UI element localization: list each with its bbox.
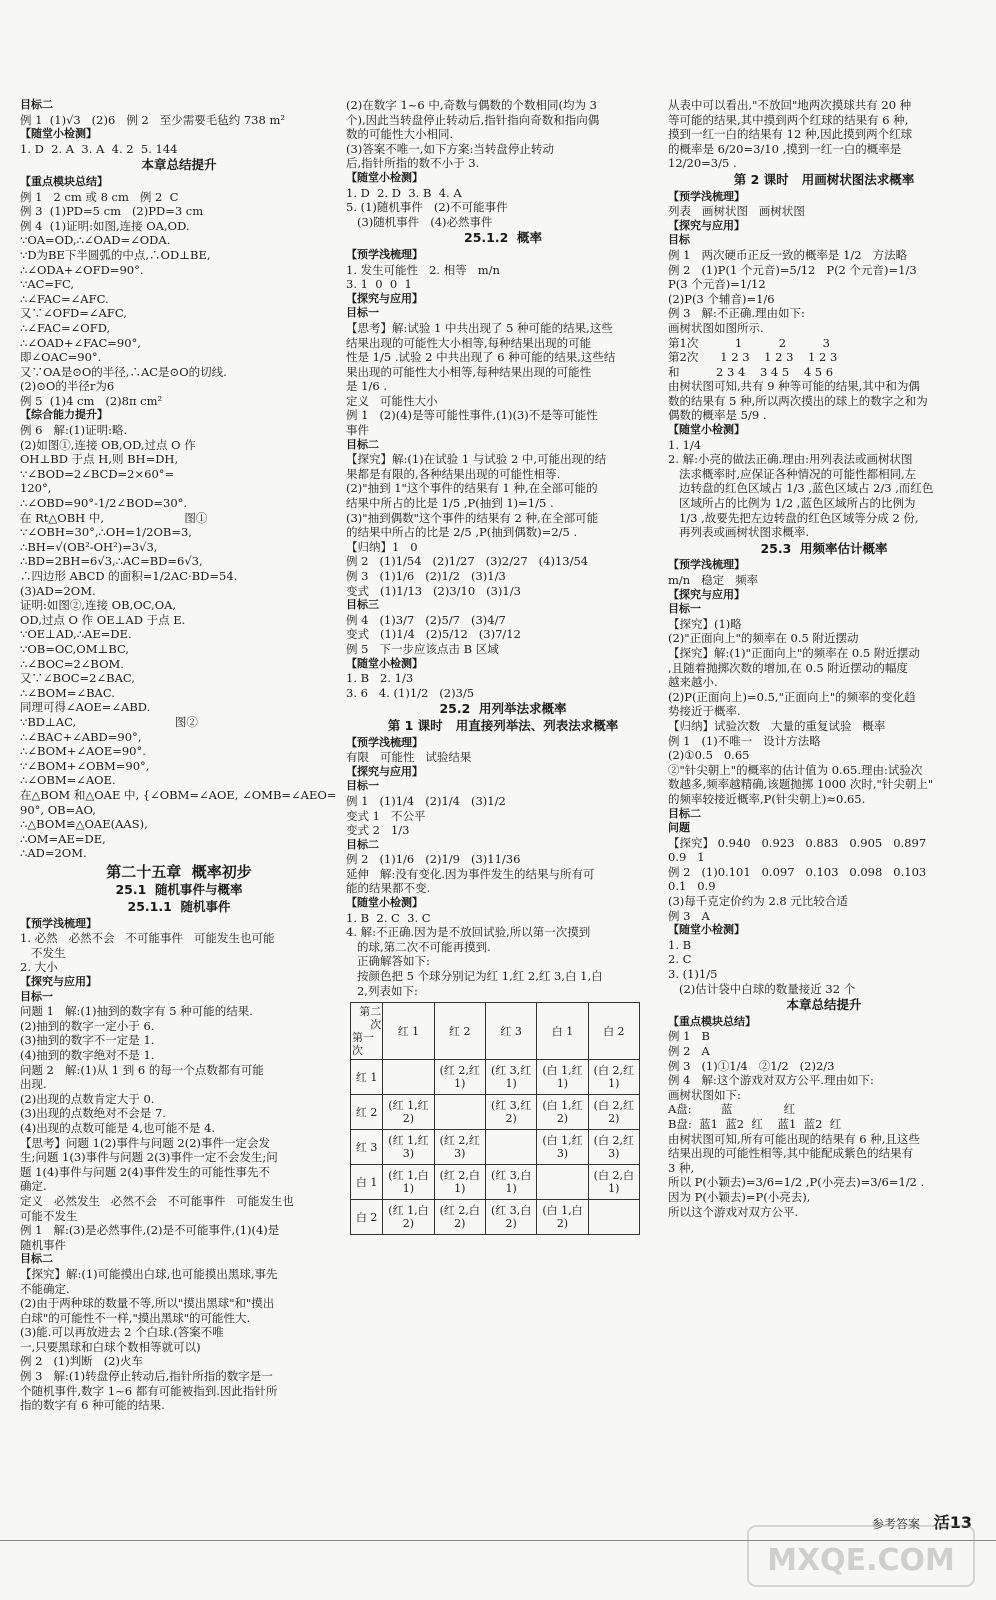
text-line: 3. 6 4. (1)1/2 (2)3/5: [346, 685, 475, 700]
text-line: 确定.: [20, 1179, 47, 1194]
table-row: [351, 1095, 640, 1130]
text-line: 5. (1)随机事件 (2)不可能事件: [346, 200, 508, 215]
text-line: (2)在数字 1~6 中,奇数与偶数的个数相同(均为 3: [346, 98, 597, 112]
table-col-header: 红 2: [434, 1003, 485, 1060]
text-line: 例 3 (1)1/6 (2)1/2 (3)1/3: [346, 569, 506, 583]
text-line: (2)出现的点数肯定大于 0.: [20, 1091, 155, 1106]
text-line: 数的结果有 5 种,所以两次摸出的球上的数字之和为: [668, 393, 928, 408]
text-line: 摸到一红一白的结果有 12 种,因此摸到两个红球: [668, 127, 913, 142]
table-row: [351, 1060, 640, 1095]
text-line: 【探究】解:(1)"正面向上"的频率在 0.5 附近摆动: [668, 645, 920, 660]
corner-bottom: 第一次: [352, 1031, 374, 1058]
text-line: (3)能.可以再放进去 2 个白球.(答案不唯: [20, 1325, 224, 1340]
table-corner: [351, 1003, 383, 1060]
text-line: 定义 可能性大小: [346, 393, 438, 408]
table-row-header: 白 2: [351, 1200, 383, 1235]
corner-top: 第二次: [359, 1005, 382, 1032]
text-line: 1. 1/4: [668, 437, 702, 452]
text-line: 变式 (1)1/4 (2)5/12 (3)7/12: [346, 627, 521, 642]
text-line: 偶数的概率是 5/9 .: [668, 408, 767, 423]
watermark-logo: [746, 1522, 976, 1590]
text-line: 4. 解:不正确.因为是不放回试验,所以第一次摸到: [346, 925, 591, 940]
text-line: 【探究】解:(1)在试验 1 与试验 2 中,可能出现的结: [346, 452, 607, 467]
text-line: 0.9 1: [668, 850, 705, 865]
text-line: 问题 1 解:(1)抽到的数字有 5 种可能的结果.: [20, 1004, 253, 1019]
text-line: 例 5 下一步应该点击 B 区域: [346, 641, 499, 656]
text-line: OH⊥BD 于点 H,则 BH=DH,: [20, 452, 179, 467]
text-line: 不发生: [20, 945, 66, 960]
text-line: 1. 发生可能性 2. 相等 m/n: [346, 262, 500, 277]
text-line: 题 1(4)事件与问题 2(4)事件发生的可能性事先不: [20, 1164, 271, 1179]
text-line: 【思考】问题 1(2)事件与问题 2(2)事件一定会发: [20, 1135, 271, 1150]
text-line: 个),因此当转盘停止转动后,指针指向奇数和指向偶: [346, 112, 600, 127]
table-cell: (红 1,红 3): [383, 1130, 434, 1165]
section-label: 【预学浅梳理】: [668, 558, 745, 572]
text-line: 例 1 (1)1/4 (2)1/4 (3)1/2: [346, 793, 506, 808]
text-line: 【探究】解:(1)可能摸出白球,也可能摸出黑球,事先: [20, 1266, 278, 1281]
text-line: (3)随机事件 (4)必然事件: [346, 214, 493, 229]
text-line: ∴AD=2OM.: [20, 846, 87, 861]
text-line: 所以这个游戏对双方公平.: [668, 1204, 799, 1219]
text-line: 所以 P(小颖去)=3/6=1/2 ,P(小亮去)=3/6=1/2 .: [668, 1175, 925, 1190]
section-heading: 25.1.2 概率: [464, 230, 542, 246]
text-line: 例 4 (1)3/7 (2)5/7 (3)4/7: [346, 612, 506, 627]
column-left: [20, 98, 338, 1413]
text-line: ∵BD⊥AC, 图②: [20, 714, 198, 729]
section-label: 问题: [668, 821, 690, 835]
text-line: (2)P(正面向上)=0.5,"正面向上"的频率的变化趋: [668, 689, 916, 704]
text-line: (4)抽到的数字绝对不是 1.: [20, 1048, 155, 1062]
section-label: 【预学浅梳理】: [346, 247, 423, 261]
section-label: 【综合能力提升】: [20, 408, 108, 422]
text-line: ∴BH=√(OB²-OH²)=3√3,: [20, 539, 158, 554]
section-label: 目标二: [20, 1252, 53, 1266]
section-label: 【探究与应用】: [346, 764, 423, 778]
table-cell: [537, 1165, 588, 1200]
text-line: 在 Rt△OBH 中, 图①: [20, 510, 208, 525]
text-line: 证明:如图②,连接 OB,OC,OA,: [20, 598, 177, 613]
table-cell: (红 2,白 2): [434, 1200, 485, 1235]
section-label: 目标三: [346, 598, 379, 612]
table-cell: (红 2,红 1): [434, 1060, 485, 1095]
text-line: 又∵∠OFD=∠AFC,: [20, 306, 127, 321]
table-row: [351, 1165, 640, 1200]
text-line: ∵∠BOM+∠OBM=90°,: [20, 758, 150, 773]
text-line: (3)出现的点数绝对不会是 7.: [20, 1106, 166, 1121]
text-line: 第2次 1 2 3 1 2 3 1 2 3: [668, 350, 838, 365]
section-label: 目标二: [346, 437, 379, 451]
text-line: 1. B: [668, 937, 692, 952]
text-line: 由树状图可知,共有 9 种等可能的结果,其中和为偶: [668, 379, 920, 394]
text-line: 势接近于概率.: [668, 704, 741, 719]
text-line: 的频率较接近概率,P(针尖朝上)≈0.65.: [668, 791, 866, 806]
text-line: 白球"的可能性不一样,"摸出黑球"的可能性大.: [20, 1310, 251, 1325]
table-cell: [383, 1060, 434, 1095]
section-heading: 25.1 随机事件与概率: [115, 882, 243, 898]
text-line: ②"针尖朝上"的概率的估计值为 0.65.理由:试验次: [668, 762, 923, 777]
text-line: 在△BOM 和△OAE 中, {∠OBM=∠AOE, ∠OMB=∠AEO=90°, OB=AO,: [20, 787, 337, 817]
text-line: 即∠OAC=90°.: [20, 350, 102, 365]
text-line: 出现.: [20, 1077, 47, 1092]
text-line: 2. 大小: [20, 960, 58, 975]
text-line: 果都是有限的,各种结果出现的可能性相等.: [346, 466, 561, 481]
section-heading: 第二十五章 概率初步: [106, 862, 252, 881]
text-line: ∴BD=2BH=6√3,∴AC=BD=6√3,: [20, 554, 203, 569]
text-line: 的球,第二次不可能再摸到.: [346, 939, 491, 954]
svg-text:MXQE.COM: MXQE.COM: [767, 1543, 955, 1578]
column-right: [668, 98, 980, 1219]
text-line: ∵D为BE下半圆弧的中点,∴OD⊥BE,: [20, 247, 211, 262]
text-line: ∴∠BOC=2∠BOM.: [20, 656, 124, 671]
section-label: 【随堂小检测】: [668, 923, 745, 937]
section-heading: 本章总结提升: [141, 157, 217, 173]
text-line: 【归纳】1 0: [346, 539, 418, 554]
text-line: 画树状图如下:: [668, 1087, 741, 1102]
text-line: 法求概率时,应保证各种情况的可能性都相同,左: [668, 466, 917, 481]
text-line: 结果出现的可能性相等,其中能配成紫色的结果有: [668, 1146, 914, 1161]
text-line: (3)抽到的数字不一定是 1.: [20, 1033, 155, 1048]
table-cell: (白 1,红 1): [537, 1060, 588, 1095]
text-line: 2,列表如下:: [346, 983, 418, 998]
text-line: 延伸 解:没有变化.因为事件发生的结果与所有可: [346, 866, 595, 881]
text-line: B盘: 蓝1 蓝2 红 蓝1 蓝2 红: [668, 1116, 842, 1131]
section-heading: 第 2 课时 用画树状图法求概率: [733, 171, 915, 187]
text-line: (2)如图①,连接 OB,OD,过点 O 作: [20, 437, 196, 452]
section-label: 【探究与应用】: [668, 587, 745, 601]
text-line: (3)AD=2OM.: [20, 583, 96, 598]
section-label: 【随堂小检测】: [668, 423, 745, 437]
text-line: 例 1 B: [668, 1029, 710, 1044]
text-line: 一,只要黑球和白球个数相等就可以): [20, 1339, 201, 1354]
section-label: 【探究与应用】: [20, 975, 97, 989]
table-row: [351, 1200, 640, 1235]
text-line: ∵AC=FC,: [20, 277, 75, 292]
text-line: 再列表或画树状图求概率.: [668, 525, 810, 540]
table-cell: (红 1,红 2): [383, 1095, 434, 1130]
section-label: 【预学浅梳理】: [668, 189, 745, 203]
table-cell: (红 2,白 1): [434, 1165, 485, 1200]
text-line: (3)每千克定价约为 2.8 元比较合适: [668, 894, 848, 909]
table-cell: (白 1,白 2): [537, 1200, 588, 1235]
text-line: 个随机事件,数字 1~6 都有可能被指到.因此指针所: [20, 1383, 278, 1398]
text-line: 定义 必然发生 必然不会 不可能事件 可能发生也: [20, 1193, 294, 1208]
text-line: (2)①0.5 0.65: [668, 748, 750, 763]
table-cell: (红 3,红 1): [485, 1060, 536, 1095]
text-line: 正确解答如下:: [346, 954, 430, 969]
text-line: 例 2 (1)P(1 个元音)=5/12 P(2 个元音)=1/3: [668, 262, 917, 277]
section-label: 【随堂小检测】: [346, 656, 423, 670]
text-line: 的结果中所占的比是 2/5 ,P(抽到偶数)=2/5 .: [346, 525, 578, 540]
text-line: (2)P(3 个辅音)=1/6: [668, 291, 775, 306]
table-cell: (红 3,白 1): [485, 1165, 536, 1200]
text-line: 问题 2 解:(1)从 1 到 6 的每一个点数都有可能: [20, 1062, 264, 1077]
table-cell: (白 1,红 2): [537, 1095, 588, 1130]
section-label: 【探究与应用】: [668, 218, 745, 232]
text-line: 画树状图如图所示.: [668, 320, 764, 335]
text-line: 按颜色把 5 个球分别记为红 1,红 2,红 3,白 1,白: [346, 969, 603, 984]
table-row-header: 白 1: [351, 1165, 383, 1200]
text-line: 的概率是 6/20=3/10 ,摸到一红一白的概率是: [668, 141, 902, 156]
text-line: 1. B 2. C 3. C: [346, 910, 431, 925]
text-line: 例 5 (1)4 cm (2)8π cm²: [20, 393, 163, 408]
text-line: 越来越小.: [668, 675, 718, 690]
text-line: 3 种,: [668, 1160, 695, 1175]
text-line: 例 2 (1)0.101 0.097 0.103 0.098 0.103: [668, 864, 927, 879]
text-line: 性是 1/5 .试验 2 中共出现了 6 种可能的结果,这些结: [346, 350, 616, 365]
footer-reference: 参考答案: [872, 1517, 921, 1531]
outcome-table: [350, 1002, 640, 1235]
text-line: ∵∠BOD=2∠BCD=2×60°=: [20, 466, 175, 481]
section-heading: 25.3 用频率估计概率: [760, 540, 888, 556]
text-line: 例 4 解:这个游戏对双方公平.理由如下:: [668, 1073, 874, 1088]
text-line: 3. (1)1/5: [668, 967, 718, 982]
text-line: ∴∠FAC=∠OFD,: [20, 320, 111, 335]
text-line: 不能确定.: [20, 1281, 70, 1296]
text-line: (3)答案不唯一,如下方案:当转盘停止转动: [346, 141, 554, 156]
section-label: 【探究与应用】: [346, 291, 423, 305]
section-label: 【随堂小检测】: [20, 127, 97, 141]
text-line: 1. D 2. A 3. A 4. 2 5. 144: [20, 141, 178, 156]
table-row-header: 红 3: [351, 1130, 383, 1165]
text-line: 例 1 (2)(4)是等可能性事件,(1)(3)不是等可能性: [346, 408, 598, 423]
table-col-header: 红 1: [383, 1003, 434, 1060]
section-label: 目标一: [668, 602, 701, 616]
table-cell: (红 3,白 2): [485, 1200, 536, 1235]
text-line: 能的结果都不变.: [346, 881, 431, 896]
section-label: 【重点模块总结】: [668, 1014, 756, 1028]
table-row-header: 红 1: [351, 1060, 383, 1095]
text-line: ,且随着抛掷次数的增加,在 0.5 附近摆动的幅度: [668, 660, 908, 675]
table-cell: [588, 1200, 639, 1235]
text-line: 例 3 (1)①1/4 ②1/2 (2)2/3: [668, 1058, 835, 1073]
section-label: 目标一: [20, 989, 53, 1003]
text-line: ∴∠OBD=90°-1/2∠BOD=30°.: [20, 496, 188, 511]
text-line: m/n 稳定 频率: [668, 573, 759, 587]
text-line: 例 2 (1)判断 (2)火车: [20, 1354, 143, 1369]
section-label: 目标二: [346, 837, 379, 851]
text-line: 指的数字有 6 种可能的结果.: [20, 1398, 165, 1413]
text-line: ∴四边形 ABCD 的面积=1/2AC·BD=54.: [20, 569, 238, 583]
text-line: 【思考】解:试验 1 中共出现了 5 种可能的结果,这些: [346, 320, 613, 335]
table-cell: (白 2,白 1): [588, 1165, 639, 1200]
text-line: 2. 解:小亮的做法正确.理由:用列表法或画树状图: [668, 452, 913, 467]
table-cell: (红 1,白 2): [383, 1200, 434, 1235]
text-line: ∴∠BOM+∠AOE=90°.: [20, 744, 146, 759]
section-label: 目标: [668, 233, 690, 247]
section-label: 目标一: [346, 779, 379, 793]
section-heading: 第 1 课时 用直接列举法、列表法求概率: [387, 717, 619, 733]
text-line: 变式 1 不公平: [346, 808, 426, 823]
table-cell: (白 2,红 3): [588, 1130, 639, 1165]
section-heading: 25.2 用列举法求概率: [439, 701, 567, 717]
text-line: 结果中所占的比是 1/5 ,P(抽到 1)=1/5 .: [346, 496, 554, 511]
text-line: 从表中可以看出,"不放回"地两次摸球共有 20 种: [668, 98, 912, 112]
table-cell: (白 1,红 3): [537, 1130, 588, 1165]
text-line: (2)"抽到 1"这个事件的结果有 1 种,在全部可能的: [346, 481, 598, 496]
text-line: ∴△BOM≌△OAE(AAS),: [20, 817, 148, 832]
text-line: 区域所占的比例为 1/2 ,蓝色区域所占的比例为: [668, 496, 916, 511]
text-line: ∴∠BAC+∠ABD=90°,: [20, 729, 142, 744]
text-line: 例 3 解:不正确.理由如下:: [668, 306, 805, 321]
text-line: (2)"正面向上"的频率在 0.5 附近摆动: [668, 631, 859, 646]
table-cell: (红 2,红 3): [434, 1130, 485, 1165]
text-line: ∴∠FAC=∠AFC.: [20, 291, 109, 306]
text-line: 【探究】(1)略: [668, 616, 742, 631]
text-line: (2)抽到的数字一定小于 6.: [20, 1018, 155, 1033]
section-heading: 25.1.1 随机事件: [127, 899, 231, 915]
text-line: 例 2 (1)1/54 (2)1/27 (3)2/27 (4)13/54: [346, 554, 589, 569]
text-line: 第1次 1 2 3: [668, 335, 830, 350]
section-label: 目标二: [668, 806, 701, 820]
section-label: 【重点模块总结】: [20, 174, 108, 188]
text-line: 例 2 (1)1/6 (2)1/9 (3)11/36: [346, 852, 521, 867]
text-line: 1. 必然 必然不会 不可能事件 可能发生也可能: [20, 931, 275, 946]
text-line: ∵OA=OD,∴∠OAD=∠ODA.: [20, 233, 171, 248]
text-line: (4)出现的点数可能是 4,也可能不是 4.: [20, 1120, 216, 1135]
text-line: 【归纳】试验次数 大量的重复试验 概率: [668, 718, 886, 733]
text-line: 例 1 (1)不唯一 设计方法略: [668, 733, 821, 748]
text-line: ∴∠BOM=∠BAC.: [20, 685, 115, 700]
text-line: OD,过点 O 作 OE⊥AD 于点 E.: [20, 612, 186, 627]
table-row: [351, 1130, 640, 1165]
text-line: 例 1 解:(3)是必然事件,(2)是不可能事件,(1)(4)是: [20, 1223, 280, 1238]
text-line: 数的可能性大小相同.: [346, 127, 454, 142]
text-line: A盘: 蓝 红: [668, 1102, 796, 1117]
text-line: ∴OM=AE=DE,: [20, 831, 106, 846]
text-line: 例 4 (1)证明:如图,连接 OA,OD.: [20, 218, 190, 233]
text-line: 果出现的可能性大小相等,每种结果出现的可能性: [346, 364, 592, 379]
text-line: 可能不发生: [20, 1208, 78, 1223]
text-line: 和 2 3 4 3 4 5 4 5 6: [668, 364, 834, 379]
table-col-header: 白 2: [588, 1003, 639, 1060]
text-line: 结果出现的可能性大小相等,每种结果出现的可能: [346, 335, 592, 350]
table-cell: (白 2,红 1): [588, 1060, 639, 1095]
text-line: (3)"抽到偶数"这个事件的结果有 2 种,在全部可能: [346, 510, 599, 525]
text-line: P(3 个元音)=1/12: [668, 277, 766, 292]
table-cell: (红 1,白 1): [383, 1165, 434, 1200]
text-line: ∵OB=OC,OM⊥BC,: [20, 641, 130, 656]
text-line: 例 6 解:(1)证明:略.: [20, 423, 128, 438]
text-line: 同理可得∠AOE=∠ABD.: [20, 700, 151, 715]
text-line: ∴∠ODA+∠OFD=90°.: [20, 262, 144, 277]
text-line: ∴∠OAD+∠FAC=90°,: [20, 335, 141, 350]
text-line: 事件: [346, 423, 369, 438]
text-line: 12/20=3/5 .: [668, 156, 737, 171]
section-label: 【随堂小检测】: [346, 896, 423, 910]
text-line: 1/3 ,故要先把左边转盘的红色区域等分成 2 份,: [668, 510, 919, 525]
text-line: (2)估计袋中白球的数量接近 32 个: [668, 981, 856, 996]
text-line: 2. C: [668, 952, 692, 967]
table-cell: (红 3,红 2): [485, 1095, 536, 1130]
text-line: 又∵OA是⊙O的半径,∴AC是⊙O的切线.: [20, 364, 227, 379]
section-label: 目标二: [20, 98, 53, 111]
table-col-header: 红 3: [485, 1003, 536, 1060]
text-line: 例 2 A: [668, 1044, 710, 1058]
text-line: 变式 (1)1/13 (2)3/10 (3)1/3: [346, 583, 521, 598]
text-line: 随机事件: [20, 1237, 66, 1252]
text-line: 等可能的结果,其中摸到两个红球的结果有 6 种,: [668, 112, 909, 127]
table-cell: [434, 1095, 485, 1130]
text-line: 有限 可能性 试验结果: [346, 750, 472, 765]
table-col-header: 白 1: [537, 1003, 588, 1060]
text-line: 变式 2 1/3: [346, 823, 410, 838]
text-line: 例 3 (1)PD=5 cm (2)PD=3 cm: [20, 204, 204, 219]
text-line: 后,指针所指的数不小于 3.: [346, 156, 480, 171]
text-line: 例 3 解:(1)转盘停止转动后,指针所指的数字是一: [20, 1369, 273, 1384]
text-line: 生;问题 1(3)事件与问题 2(3)事件一定不会发生;问: [20, 1150, 278, 1165]
section-label: 【预学浅梳理】: [20, 916, 97, 930]
text-line: ∴∠OBM=∠AOE.: [20, 773, 116, 788]
text-line: 例 1 两次硬币正反一致的概率是 1/2 方法略: [668, 247, 908, 262]
section-label: 【随堂小检测】: [346, 170, 423, 184]
table-cell: [485, 1130, 536, 1165]
text-line: 数越多,频率越精确,该题抛掷 1000 次时,"针尖朝上": [668, 777, 934, 792]
table-row-header: 红 2: [351, 1095, 383, 1130]
text-line: 0.1 0.9: [668, 879, 716, 894]
text-line: 例 3 A: [668, 908, 710, 923]
text-line: ∵∠OBH=30°,∴OH=1/2OB=3,: [20, 525, 192, 540]
text-line: 由树状图可知,所有可能出现的结果有 6 种,且这些: [668, 1131, 920, 1146]
text-line: 120°,: [20, 481, 52, 496]
text-line: 1. B 2. 1/3: [346, 671, 414, 686]
text-line: (2)⊙O的半径r为6: [20, 379, 115, 394]
text-line: 又∵∠BOC=2∠BAC,: [20, 671, 135, 686]
text-line: 列表 画树状图 画树状图: [668, 204, 805, 219]
text-line: (2)由于两种球的数量不等,所以"摸出黑球"和"摸出: [20, 1296, 275, 1311]
table-cell: (白 2,红 2): [588, 1095, 639, 1130]
section-heading: 本章总结提升: [786, 997, 862, 1013]
page-number: 活13: [933, 1513, 972, 1532]
text-line: 3. 1 0 0 1: [346, 277, 412, 292]
section-label: 【预学浅梳理】: [346, 735, 423, 749]
text-line: 【探究】 0.940 0.923 0.883 0.905 0.897: [668, 835, 927, 850]
text-line: 例 1 2 cm 或 8 cm 例 2 C: [20, 189, 179, 204]
text-line: 1. D 2. D 3. B 4. A: [346, 185, 462, 200]
column-middle-text: [346, 98, 660, 998]
text-line: 因为 P(小颖去)=P(小亮去),: [668, 1189, 811, 1204]
column-middle: [346, 98, 660, 1239]
text-line: 是 1/6 .: [346, 379, 387, 394]
text-line: 例 1 (1)√3 (2)6 例 2 至少需要毛毡约 738 m²: [20, 112, 285, 127]
text-line: 边转盘的红色区域占 1/3 ,蓝色区域占 2/3 ,而红色: [668, 481, 934, 496]
section-label: 目标一: [346, 306, 379, 320]
text-line: ∵OE⊥AD,∴AE=DE.: [20, 627, 132, 642]
